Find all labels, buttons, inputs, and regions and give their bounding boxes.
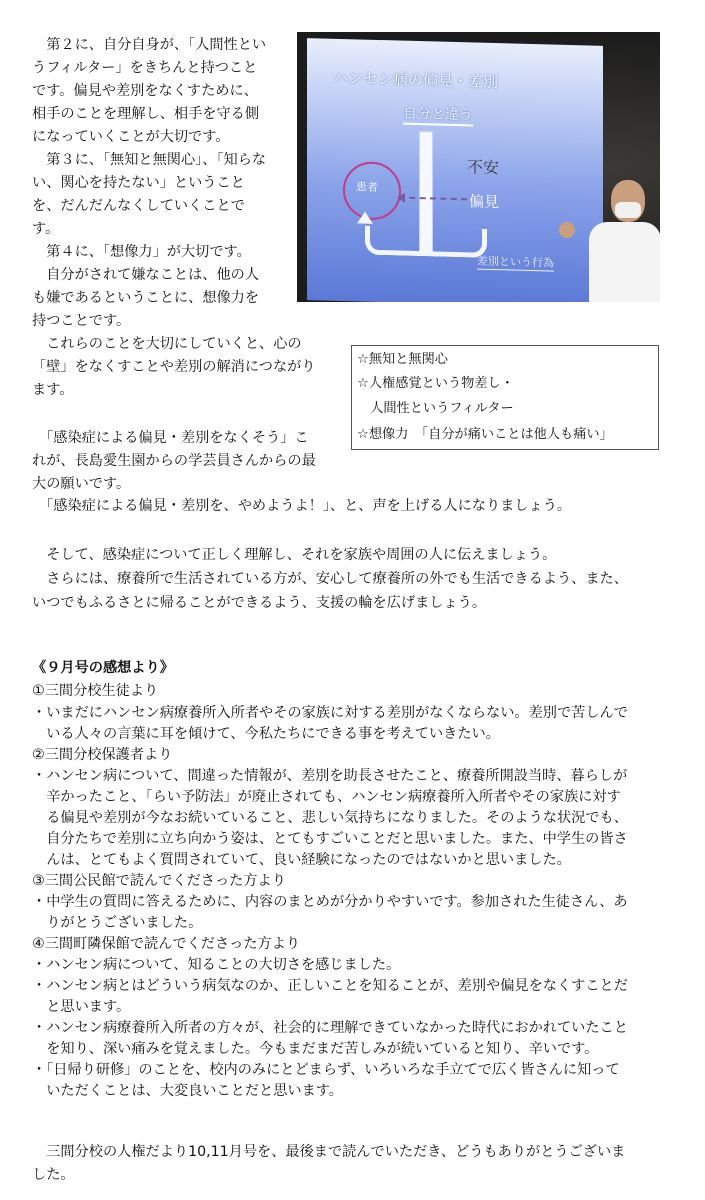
impression-line: ・ハンセン病について、間違った情報が、差別を助長させたこと、療養所開設当時、暮らしが	[32, 768, 628, 784]
body-line: さらには、療養所で生活されている方が、安心して療養所の外でも生活できるよう、また、	[32, 571, 628, 587]
body-line: す。	[32, 221, 60, 237]
slide-label-patient: 患者	[356, 180, 378, 194]
body-line: うフィルター」をきちんと持つこと	[32, 60, 258, 76]
box-line: ☆想像力 「自分が痛いことは他人も痛い」	[357, 427, 613, 442]
impression-line: ②三間分校保護者より	[32, 747, 173, 763]
lecture-photo	[297, 32, 660, 302]
body-line: 大の願いです。	[32, 476, 131, 492]
closing-line: した。	[32, 1167, 75, 1183]
body-line: 相手のことを理解し、相手を守る側	[32, 106, 260, 122]
body-line: も嫌であるということに、想像力を	[32, 290, 260, 306]
box-line: ☆人権感覚という物差し・	[357, 376, 514, 391]
body-line: 第２に、自分自身が、「人間性とい	[32, 37, 267, 53]
impression-line: 自分たちで差別に立ち向かう姿は、とてもすごいことだと思いました。また、中学生の皆さ	[32, 831, 628, 847]
body-line: 「感染症による偏見・差別をなくそう」こ	[32, 430, 309, 446]
body-line: れが、長島愛生園からの学芸員さんからの最	[32, 453, 316, 469]
impression-line: と思います。	[32, 999, 131, 1015]
slide-label-anxiety: 不安	[467, 157, 500, 178]
body-line: 自分がされて嫌なことは、他の人	[32, 267, 260, 283]
impression-line: を知り、深い痛みを覚えました。今もまだまだ苦しみが続いていると知り、辛いです。	[32, 1041, 599, 1057]
impression-line: りがとうございました。	[32, 915, 203, 931]
speaker-mask	[615, 202, 641, 218]
speaker-body	[589, 222, 660, 302]
impression-line: 辛かったこと、「らい予防法」が廃止されても、ハンセン病療養所入所者やその家族に対す	[32, 789, 621, 805]
impressions-heading: 《９月号の感想より》	[32, 660, 174, 676]
slide-label-discrimination-act: 差別という行為	[477, 254, 554, 270]
box-line: 人間性というフィルター	[357, 401, 514, 416]
impression-line: る偏見や差別が今なお続いていること、悲しい気持ちになりました。そのような状況でも、	[32, 810, 628, 826]
impression-line: ・「日帰り研修」のことを、校内のみにとどまらず、いろいろな手立てで広く皆さんに知って	[32, 1062, 620, 1078]
body-line: 「感染症による偏見・差別を、やめようよ！」、と、声を上げる人になりましょう。	[32, 498, 572, 514]
impression-line: ・中学生の質問に答えるために、内容のまとめが分かりやすいです。参加された生徒さん、あ	[32, 894, 628, 910]
body-line: そして、感染症について正しく理解し、それを家族や周囲の人に伝えましょう。	[32, 547, 557, 563]
slide-label-prejudice: 偏見	[469, 192, 500, 212]
body-line: を、だんだんなくしていくことで	[32, 198, 245, 214]
slide-arrow	[399, 197, 467, 201]
box-line: ☆無知と無関心	[357, 352, 448, 367]
impression-line: ①三間分校生徒より	[32, 683, 159, 699]
slide-loop-arrow	[365, 226, 487, 258]
impression-line: いる人々の言葉に耳を傾けて、今私たちにできる事を考えていきたい。	[32, 726, 500, 742]
impression-line: ・ハンセン病とはどういう病気なのか、正しいことを知ることが、差別や偏見をなくすことだ	[32, 978, 628, 994]
impression-line: ・ハンセン病について、知ることの大切さを感じました。	[32, 957, 401, 973]
impression-line: ③三間公民館で読んでくださった方より	[32, 873, 286, 889]
projected-slide	[307, 38, 603, 302]
slide-title: ハンセン病の偏見・差別	[333, 68, 499, 92]
body-line: 「壁」をなくすことや差別の解消につながり	[32, 359, 316, 375]
body-line: これらのことを大切にしていくと、心の	[32, 336, 302, 352]
body-line: になっていくことが大切です。	[32, 129, 230, 145]
impression-line: いただくことは、大変良いことだと思います。	[32, 1083, 343, 1099]
body-line: 第４に、「想像力」が大切です。	[32, 244, 251, 260]
slide-label-different: 自分と違う	[403, 103, 473, 127]
body-line: ます。	[32, 382, 74, 398]
impression-line: ④三間町隣保館で読んでくださった方より	[32, 936, 301, 952]
impression-line: ・ハンセン病療養所入所者の方々が、社会的に理解できていなかった時代におかれていたこと	[32, 1020, 628, 1036]
body-line: い、関心を持たない」ということ	[32, 175, 245, 191]
body-line: いつでもふるさとに帰ることができるよう、支援の輪を広げましょう。	[32, 595, 487, 611]
body-line: 第３に、「無知と無関心」、「知らな	[32, 152, 267, 168]
summary-box	[351, 345, 659, 450]
impression-line: んは、とてもよく質問されていて、良い経験になったのではないかと思いました。	[32, 852, 571, 868]
body-line: です。偏見や差別をなくすために、	[32, 83, 258, 99]
body-line: 持つことです。	[32, 313, 131, 329]
closing-line: 三間分校の人権だより10,11月号を、最後まで読んでいただき、どうもありがとうございま	[32, 1144, 626, 1160]
impression-line: ・いまだにハンセン病療養所入所者やその家族に対する差別がなくならない。差別で苦しんで	[32, 705, 628, 721]
speaker-hand	[559, 222, 575, 238]
